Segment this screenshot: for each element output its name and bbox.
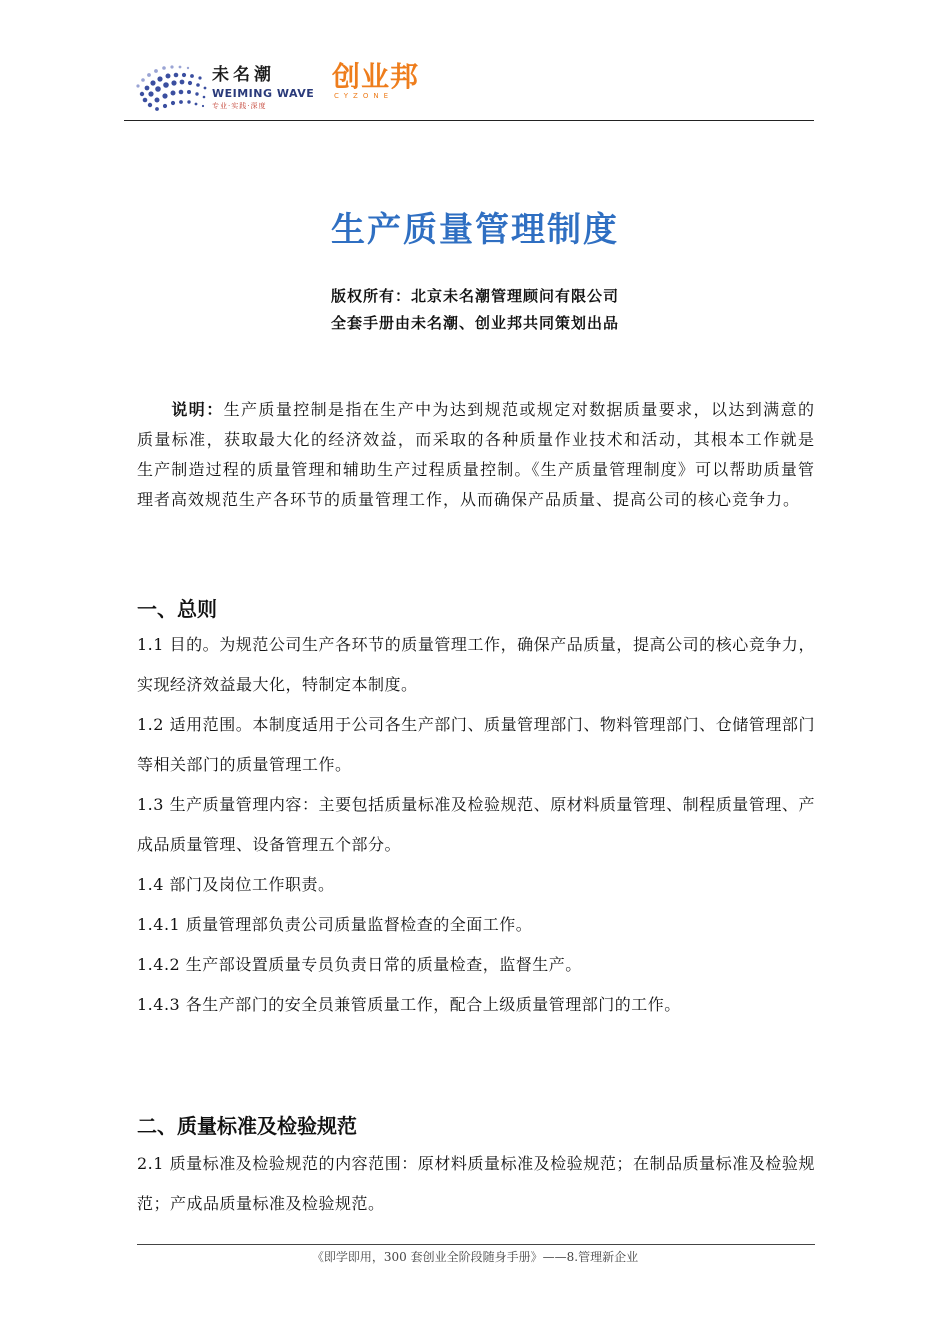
section-paragraph: 1.2 适用范围。本制度适用于公司各生产部门、质量管理部门、物料管理部门、仓储管理部门等相关部门的质量管理工作。 [137, 715, 815, 774]
weiming-tagline: 专业·实践·深度 [212, 102, 267, 110]
section-heading: 二、质量标准及检验规范 [137, 1114, 357, 1138]
cyzone-en-name: CYZONE [334, 92, 394, 100]
weiming-wave-logo-icon [132, 54, 212, 116]
intro-text: 生产质量控制是指在生产中为达到规范或规定对数据质量要求，以达到满意的质量标准，获取最大化的经济效益，而采取的各种质量作业技术和活动，其根本工作就是生产制造过程的质量管理和辅助生产过程质量控制。《生产质量管理制度》可以帮助质量管理者高效规范生产各环节的质量管理工作，从而确保产品质量、提高公司的核心竞争力。 [137, 400, 815, 509]
cyzone-cn-name: 创业邦 [332, 60, 420, 93]
intro-label: 说明： [171, 400, 224, 419]
section-paragraph: 1.4.1 质量管理部负责公司质量监督检查的全面工作。 [137, 915, 533, 934]
weiming-en-name: WEIMING WAVE [212, 87, 315, 100]
copyright-producer: 全套手册由未名潮、创业邦共同策划出品 [330, 314, 619, 332]
intro-paragraph [137, 395, 815, 515]
section-paragraph: 1.1 目的。为规范公司生产各环节的质量管理工作，确保产品质量，提高公司的核心竞争力，实现经济效益最大化，特制定本制度。 [137, 635, 815, 694]
weiming-wave-brand [212, 60, 314, 111]
section-paragraph: 2.1 质量标准及检验规范的内容范围：原材料质量标准及检验规范；在制品质量标准及检验规范；产成品质量标准及检验规范。 [137, 1154, 815, 1213]
section-paragraph: 1.4.2 生产部设置质量专员负责日常的质量检查，监督生产。 [137, 955, 582, 974]
copyright-owner: 版权所有：北京未名潮管理顾问有限公司 [330, 287, 619, 305]
section-heading: 一、总则 [137, 597, 217, 621]
section-paragraph: 1.3 生产质量管理内容：主要包括质量标准及检验规范、原材料质量管理、制程质量管理、产成品质量管理、设备管理五个部分。 [137, 795, 815, 854]
document-title: 生产质量管理制度 [331, 210, 619, 250]
footer-divider [137, 1244, 815, 1245]
page-footer: 《即学即用，300 套创业全阶段随身手册》——8.管理新企业 [311, 1250, 639, 1264]
section-paragraph: 1.4.3 各生产部门的安全员兼管质量工作，配合上级质量管理部门的工作。 [137, 995, 681, 1014]
cyzone-logo [332, 62, 419, 100]
weiming-cn-name: 未名潮 [212, 65, 275, 85]
page-header [124, 40, 814, 121]
section-paragraph: 1.4 部门及岗位工作职责。 [137, 875, 335, 894]
